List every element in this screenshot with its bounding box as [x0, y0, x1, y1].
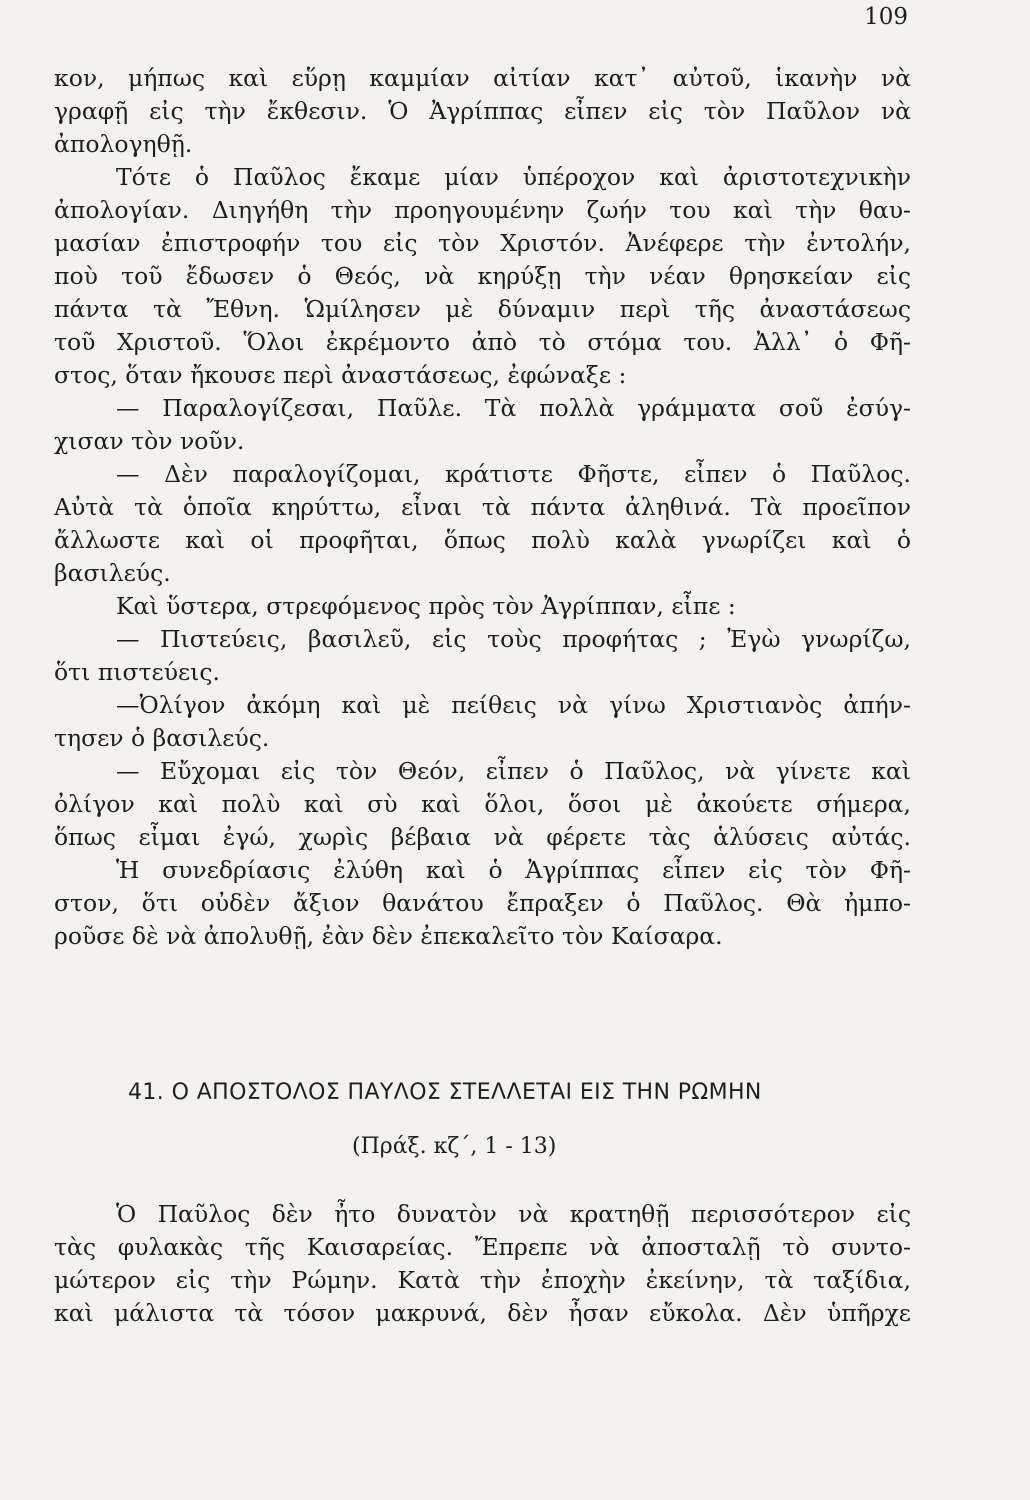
dialogue-line: — Παραλογίζεσαι, Παῦλε. Τὰ πολλὰ γράμματα σοῦ ἐσύγ-: [116, 394, 911, 422]
dialogue-line: —Ὀλίγον ἀκόμη καὶ μὲ πείθεις νὰ γίνω Χριστιανὸς ἀπήν-: [116, 691, 911, 719]
text-line: ποὺ τοῦ ἔδωσεν ὁ Θεός, νὰ κηρύξῃ τὴν νέαν θρησκείαν εἰς: [54, 262, 911, 290]
text-line: Καὶ ὕστερα, στρεφόμενος πρὸς τὸν Ἀγρίππαν, εἶπε :: [116, 592, 736, 620]
text-line: ροῦσε δὲ νὰ ἀπολυθῇ, ἐὰν δὲν ἐπεκαλεῖτο τὸν Καίσαρα.: [54, 922, 723, 950]
text-line: Ἡ συνεδρίασις ἐλύθη καὶ ὁ Ἀγρίππας εἶπεν εἰς τὸν Φῆ-: [116, 856, 911, 884]
section-reference: (Πράξ. κζ΄, 1 - 13): [352, 1134, 557, 1159]
text-line: τησεν ὁ βασιλεύς.: [54, 724, 270, 752]
text-line: μασίαν ἐπιστροφήν του εἰς τὸν Χριστόν. Ἀνέφερε τὴν ἐντολήν,: [54, 229, 911, 257]
text-line: ἀπολογίαν. Διηγήθη τὴν προηγουμένην ζωήν του καὶ τὴν θαυ-: [54, 196, 911, 224]
text-line: χισαν τὸν νοῦν.: [54, 427, 245, 455]
text-line: κον, μήπως καὶ εὕρῃ καμμίαν αἰτίαν κατ᾿ αὐτοῦ, ἱκανὴν νὰ: [54, 64, 911, 92]
text-line: Ὁ Παῦλος δὲν ἦτο δυνατὸν νὰ κρατηθῇ περισσότερον εἰς: [116, 1200, 911, 1228]
text-line: τοῦ Χριστοῦ. Ὅλοι ἐκρέμοντο ἀπὸ τὸ στόμα του. Ἀλλ᾿ ὁ Φῆ-: [54, 328, 911, 356]
text-line: ἀπολογηθῇ.: [54, 130, 193, 158]
dialogue-line: — Πιστεύεις, βασιλεῦ, εἰς τοὺς προφήτας ; Ἐγὼ γνωρίζω,: [116, 625, 911, 653]
text-line: πάντα τὰ Ἔθνη. Ὡμίλησεν μὲ δύναμιν περὶ τῆς ἀναστάσεως: [54, 295, 911, 323]
text-line: μώτερον εἰς τὴν Ρώμην. Κατὰ τὴν ἐποχὴν ἐκείνην, τὰ ταξίδια,: [54, 1266, 911, 1294]
text-line: τὰς φυλακὰς τῆς Καισαρείας. Ἔπρεπε νὰ ἀποσταλῇ τὸ συντο-: [54, 1233, 911, 1261]
lower-text-block: [54, 1198, 911, 1330]
text-line: ὀλίγον καὶ πολὺ καὶ σὺ καὶ ὅλοι, ὅσοι μὲ ἀκούετε σήμερα,: [54, 790, 911, 818]
text-line: ἄλλωστε καὶ οἱ προφῆται, ὅπως πολὺ καλὰ γνωρίζει καὶ ὁ: [54, 526, 911, 554]
page-number: 109: [864, 4, 908, 30]
text-line: ὅτι πιστεύεις.: [54, 658, 221, 686]
section-heading: 41. Ο ΑΠΟΣΤΟΛΟΣ ΠΑΥΛΟΣ ΣΤΕΛΛΕΤΑΙ ΕΙΣ ΤΗΝ ΡΩΜΗΝ: [128, 1080, 762, 1105]
dialogue-line: — Εὔχομαι εἰς τὸν Θεόν, εἶπεν ὁ Παῦλος, νὰ γίνετε καὶ: [116, 757, 911, 785]
text-line: στον, ὅτι οὐδὲν ἄξιον θανάτου ἔπραξεν ὁ Παῦλος. Θὰ ἠμπο-: [54, 889, 911, 917]
text-line: βασιλεύς.: [54, 559, 171, 587]
text-line: στος, ὅταν ἤκουσε περὶ ἀναστάσεως, ἐφώναξε :: [54, 361, 627, 389]
text-line: γραφῇ εἰς τὴν ἔκθεσιν. Ὁ Ἀγρίππας εἶπεν εἰς τὸν Παῦλον νὰ: [54, 97, 911, 125]
dialogue-line: — Δὲν παραλογίζομαι, κράτιστε Φῆστε, εἶπεν ὁ Παῦλος.: [116, 460, 911, 488]
text-line: καὶ μάλιστα τὰ τόσον μακρυνά, δὲν ἦσαν εὔκολα. Δὲν ὑπῆρχε: [54, 1299, 911, 1327]
upper-text-block: [54, 62, 911, 953]
text-line: Τότε ὁ Παῦλος ἔκαμε μίαν ὑπέροχον καὶ ἀριστοτεχνικὴν: [116, 163, 911, 191]
text-line: ὅπως εἶμαι ἐγώ, χωρὶς βέβαια νὰ φέρετε τὰς ἁλύσεις αὐτάς.: [54, 823, 911, 851]
text-line: Αὐτὰ τὰ ὁποῖα κηρύττω, εἶναι τὰ πάντα ἀληθινά. Τὰ προεῖπον: [54, 493, 911, 521]
